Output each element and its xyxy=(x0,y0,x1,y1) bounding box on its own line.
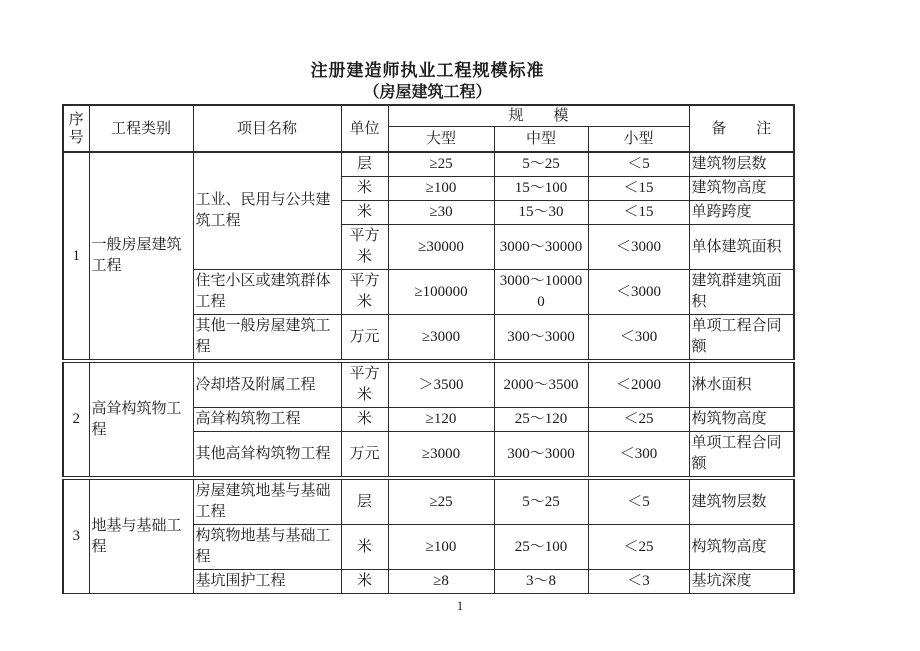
remark-cell: 单跨跨度 xyxy=(689,201,794,225)
scale-standard-table xyxy=(62,104,795,594)
scale-small-cell: ＜3000 xyxy=(588,225,689,270)
remark-cell: 单项工程合同额 xyxy=(689,315,794,362)
project-name-cell: 工业、民用与公共建筑工程 xyxy=(193,152,341,270)
scale-large-cell: ＞3500 xyxy=(388,361,494,408)
project-name-cell: 构筑物地基与基础工程 xyxy=(193,525,341,570)
document-title: 注册建造师执业工程规模标准 xyxy=(310,61,545,80)
table-row xyxy=(63,152,794,177)
scale-large-cell: ≥3000 xyxy=(388,315,494,362)
scale-large-cell: ≥100 xyxy=(388,525,494,570)
remark-cell: 建筑群建筑面积 xyxy=(689,270,794,315)
section-category: 地基与基础工程 xyxy=(89,478,193,594)
scale-small-cell: ＜25 xyxy=(588,525,689,570)
section-seq: 1 xyxy=(63,152,89,361)
remark-cell: 建筑物高度 xyxy=(689,177,794,201)
scale-small-cell: ＜25 xyxy=(588,408,689,432)
scale-medium-cell: 15～100 xyxy=(494,177,588,201)
unit-cell: 米 xyxy=(341,408,388,432)
scale-medium-cell: 2000～3500 xyxy=(494,361,588,408)
remark-cell: 构筑物高度 xyxy=(689,408,794,432)
col-header-medium: 中型 xyxy=(494,127,588,153)
scale-medium-cell: 300～3000 xyxy=(494,432,588,479)
scale-small-cell: ＜300 xyxy=(588,432,689,479)
scale-medium-cell: 15～30 xyxy=(494,201,588,225)
scale-small-cell: ＜3 xyxy=(588,570,689,594)
section-category: 一般房屋建筑工程 xyxy=(89,152,193,361)
scale-large-cell: ≥100 xyxy=(388,177,494,201)
project-name-cell: 冷却塔及附属工程 xyxy=(193,361,341,408)
scale-medium-cell: 3～8 xyxy=(494,570,588,594)
col-header-seq: 序号 xyxy=(63,105,89,152)
unit-cell: 层 xyxy=(341,152,388,177)
project-name-cell: 其他高耸构筑物工程 xyxy=(193,432,341,479)
project-name-cell: 房屋建筑地基与基础工程 xyxy=(193,478,341,525)
document-page xyxy=(62,0,793,594)
col-header-small: 小型 xyxy=(588,127,689,153)
scale-medium-cell: 3000～100000 xyxy=(494,270,588,315)
document-subtitle: （房屋建筑工程） xyxy=(363,84,492,101)
col-header-scale: 规 模 xyxy=(388,105,689,127)
table-row xyxy=(63,478,794,525)
section-category: 高耸构筑物工程 xyxy=(89,361,193,478)
unit-cell: 米 xyxy=(341,177,388,201)
project-name-cell: 其他一般房屋建筑工程 xyxy=(193,315,341,362)
section-3 xyxy=(63,478,794,594)
scale-small-cell: ＜3000 xyxy=(588,270,689,315)
section-1 xyxy=(63,152,794,361)
scale-medium-cell: 25～120 xyxy=(494,408,588,432)
scale-medium-cell: 5～25 xyxy=(494,478,588,525)
col-header-project: 项目名称 xyxy=(193,105,341,152)
project-name-cell: 基坑围护工程 xyxy=(193,570,341,594)
unit-cell: 平方米 xyxy=(341,361,388,408)
unit-cell: 米 xyxy=(341,570,388,594)
scale-large-cell: ≥8 xyxy=(388,570,494,594)
scale-medium-cell: 5～25 xyxy=(494,152,588,177)
scale-small-cell: ＜15 xyxy=(588,201,689,225)
scale-medium-cell: 25～100 xyxy=(494,525,588,570)
col-header-remark: 备 注 xyxy=(689,105,794,152)
unit-cell: 万元 xyxy=(341,315,388,362)
scale-medium-cell: 3000～30000 xyxy=(494,225,588,270)
remark-cell: 建筑物层数 xyxy=(689,478,794,525)
unit-cell: 万元 xyxy=(341,432,388,479)
remark-cell: 构筑物高度 xyxy=(689,525,794,570)
scale-small-cell: ＜5 xyxy=(588,478,689,525)
section-seq: 3 xyxy=(63,478,89,594)
unit-cell: 平方米 xyxy=(341,225,388,270)
scale-small-cell: ＜15 xyxy=(588,177,689,201)
remark-cell: 单项工程合同额 xyxy=(689,432,794,479)
scale-large-cell: ≥30 xyxy=(388,201,494,225)
scale-small-cell: ＜300 xyxy=(588,315,689,362)
unit-cell: 平方米 xyxy=(341,270,388,315)
col-header-large: 大型 xyxy=(388,127,494,153)
remark-cell: 单体建筑面积 xyxy=(689,225,794,270)
project-name-cell: 住宅小区或建筑群体工程 xyxy=(193,270,341,315)
scale-large-cell: ≥3000 xyxy=(388,432,494,479)
scale-large-cell: ≥120 xyxy=(388,408,494,432)
project-name-cell: 高耸构筑物工程 xyxy=(193,408,341,432)
table-row xyxy=(63,361,794,408)
remark-cell: 基坑深度 xyxy=(689,570,794,594)
scale-large-cell: ≥25 xyxy=(388,152,494,177)
scale-medium-cell: 300～3000 xyxy=(494,315,588,362)
remark-cell: 淋水面积 xyxy=(689,361,794,408)
scale-small-cell: ＜2000 xyxy=(588,361,689,408)
remark-cell: 建筑物层数 xyxy=(689,152,794,177)
table-header xyxy=(63,105,794,152)
unit-cell: 层 xyxy=(341,478,388,525)
scale-large-cell: ≥100000 xyxy=(388,270,494,315)
scale-large-cell: ≥30000 xyxy=(388,225,494,270)
unit-cell: 米 xyxy=(341,201,388,225)
scale-large-cell: ≥25 xyxy=(388,478,494,525)
section-2 xyxy=(63,361,794,478)
unit-cell: 米 xyxy=(341,525,388,570)
col-header-category: 工程类别 xyxy=(89,105,193,152)
col-header-unit: 单位 xyxy=(341,105,388,152)
section-seq: 2 xyxy=(63,361,89,478)
header-row-top xyxy=(63,105,794,127)
scale-small-cell: ＜5 xyxy=(588,152,689,177)
page-number: 1 xyxy=(456,598,464,613)
